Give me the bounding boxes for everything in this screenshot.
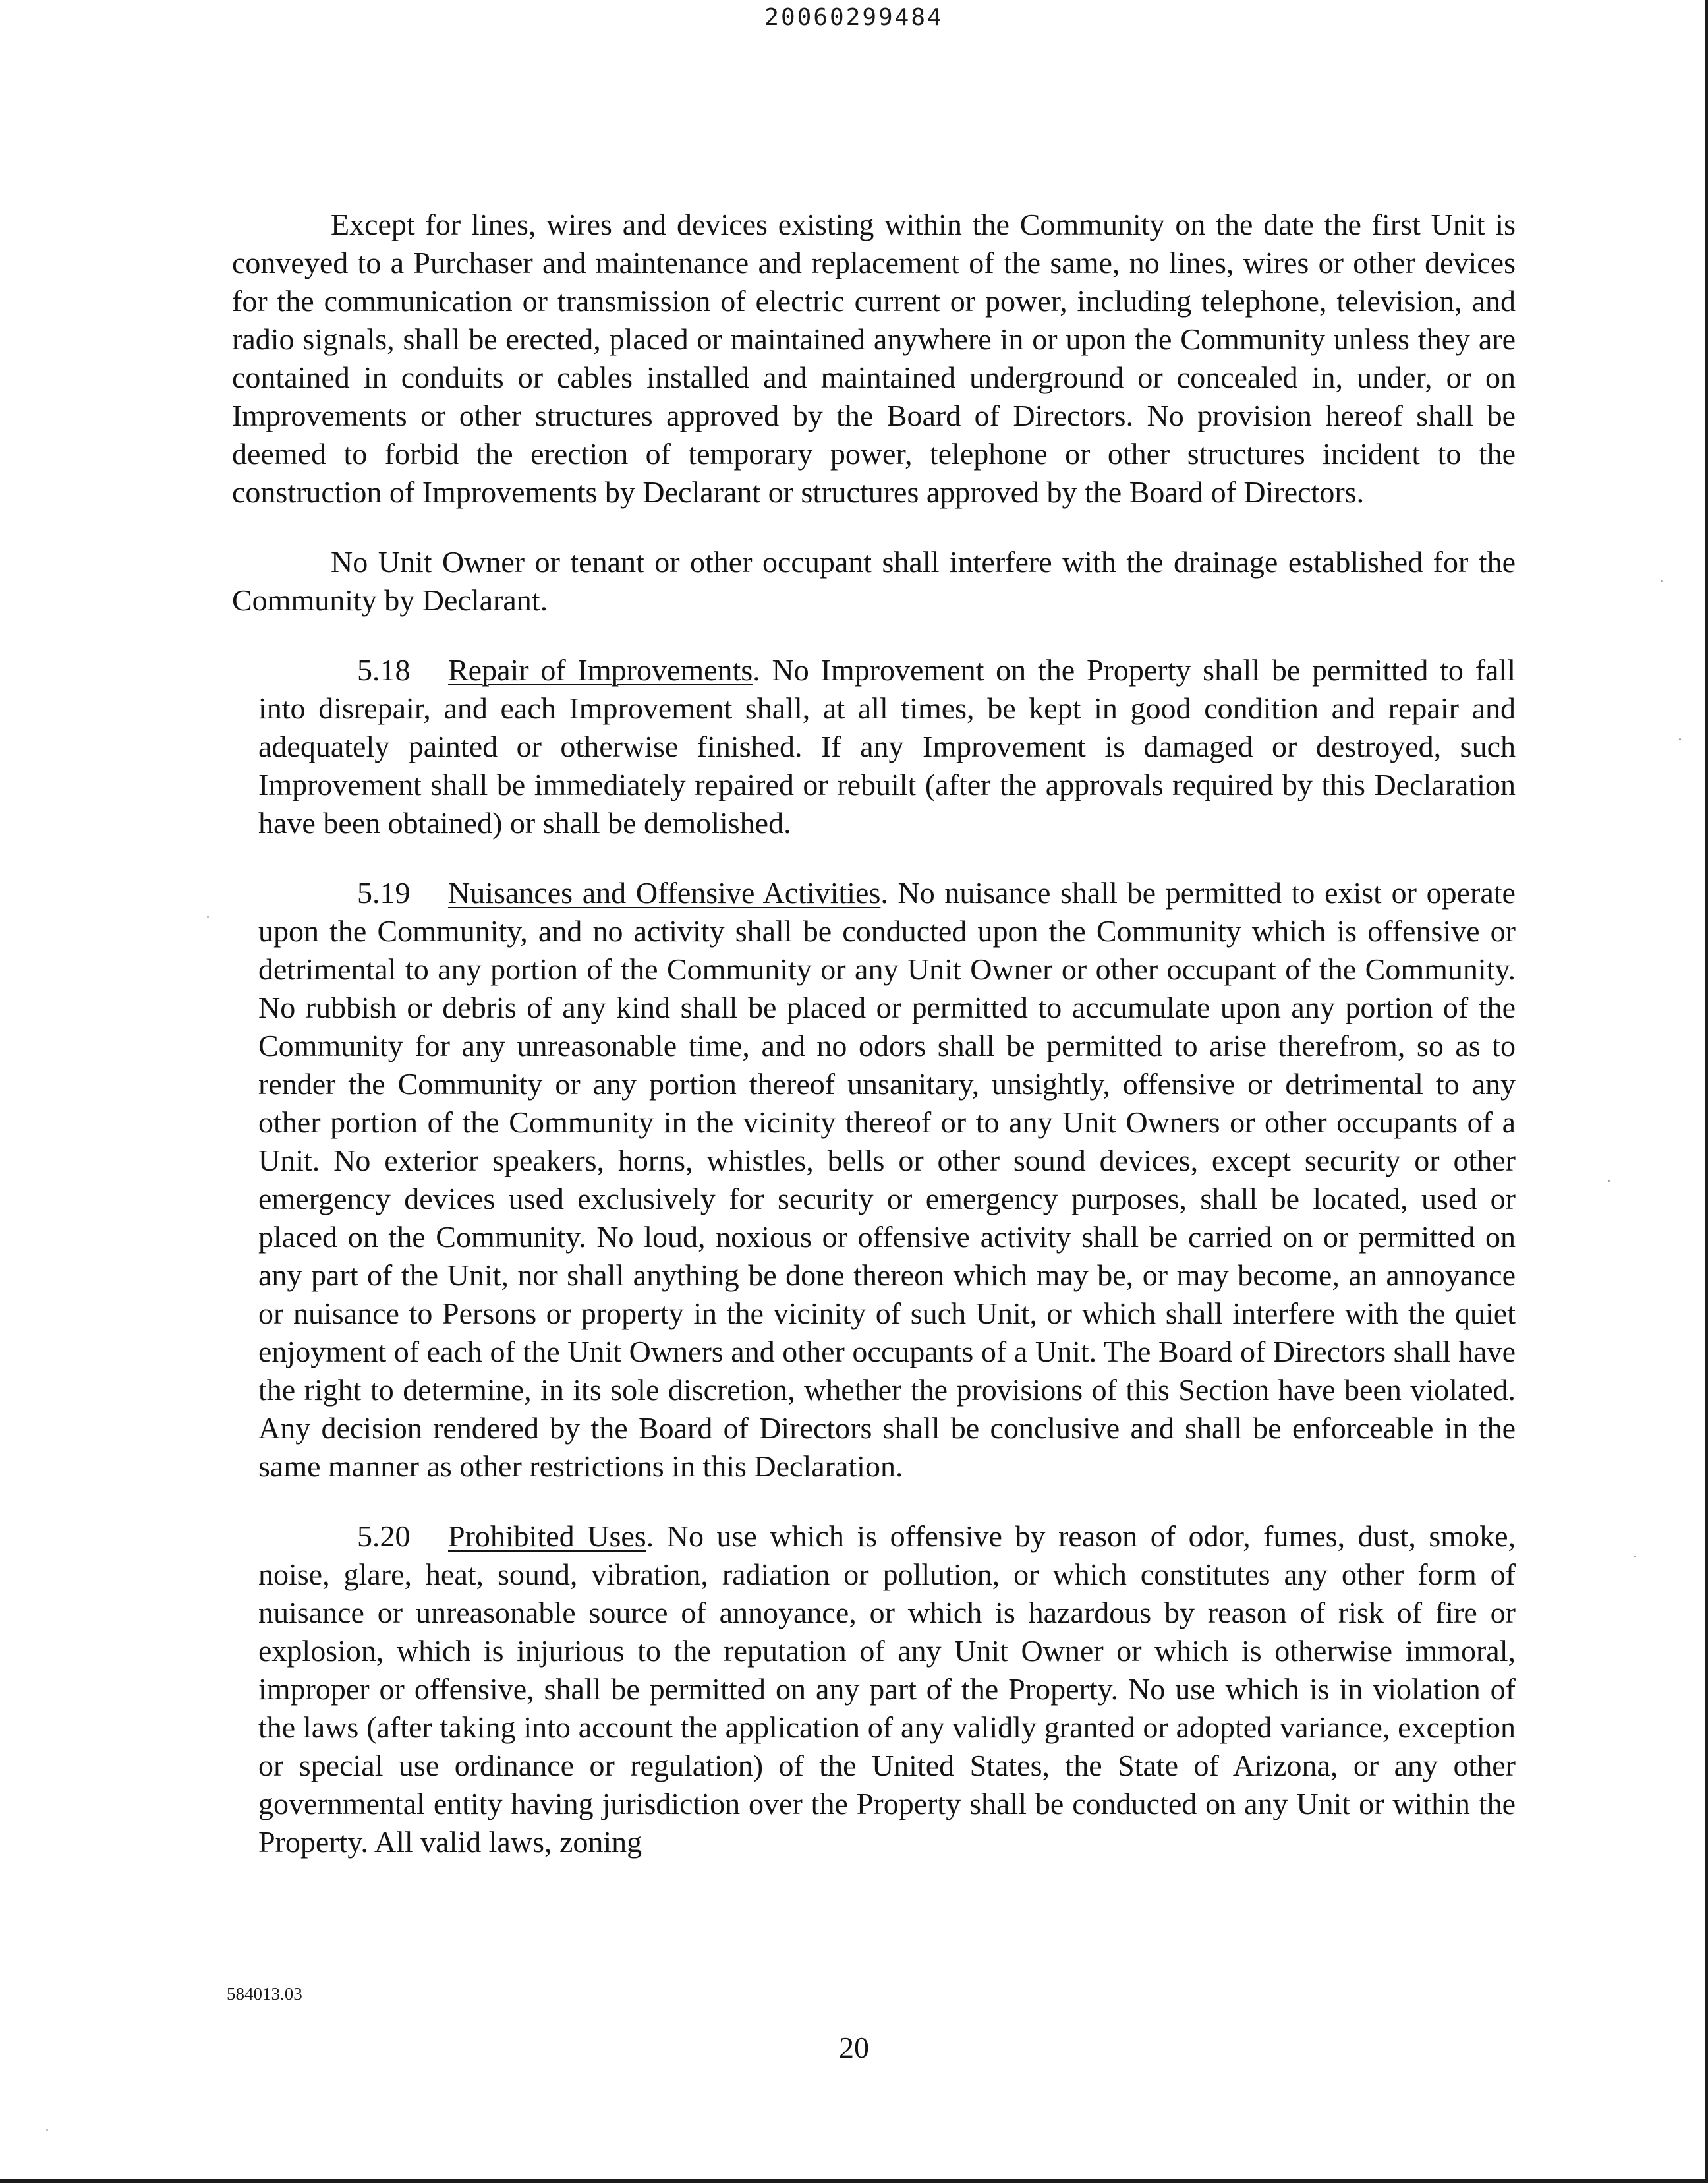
section-5-19 — [258, 874, 1516, 1486]
section-number: 5.19 — [357, 876, 411, 910]
paragraph-gap — [232, 842, 1516, 874]
paragraph-gap — [232, 620, 1516, 651]
scan-speck — [1608, 1180, 1610, 1182]
section-heading: Nuisances and Offensive Activities — [448, 876, 881, 910]
section-text: . No nuisance shall be permitted to exist or operate upon the Community, and no activity shall be conducted upon the Community which is offensive or detrimental to any portion of the Community or any Unit Owner or other occupant of the Community. No rubbish or debris of any kind shall be placed or permitted to accumulate upon any portion of the Community for any unreasonable time, and no odors shall be permitted to arise therefrom, so as to render the Community or any portion thereof unsanitary, unsightly, offensive or detrimental to any other portion of the Community in the vicinity thereof or to any Unit Owners or other occupants of a Unit. No exterior speakers, horns, whistles, bells or other sound devices, except security or other emergency devices used exclusively for security or emergency purposes, shall be located, used or placed on the Community. No loud, noxious or offensive activity shall be carried on or permitted on any part of the Unit, nor shall anything be done thereon which may be, or may become, an annoyance or nuisance to Persons or property in the vicinity of such Unit, or which shall interfere with the quiet enjoyment of each of the Unit Owners and other occupants of a Unit. The Board of Directors shall have the right to determine, in its sole discretion, whether the provisions of this Section have been violated. Any decision rendered by the Board of Directors shall be conclusive and shall be enforceable in the same manner as other restrictions in this Declaration. — [258, 876, 1516, 1483]
document-reference: 584013.03 — [227, 1984, 302, 2004]
section-heading: Repair of Improvements — [448, 653, 753, 687]
paragraph-utility-lines: Except for lines, wires and devices existing within the Community on the date the first Unit is conveyed to a Purchaser and maintenance and replacement of the same, no lines, wires or other devices for the communication or transmission of electric current or power, including telephone, television, and radio signals, shall be erected, placed or maintained anywhere in or upon the Community unless they are contained in conduits or cables installed and maintained underground or concealed in, under, or on Improvements or other structures approved by the Board of Directors. No provision hereof shall be deemed to forbid the erection of temporary power, telephone or other structures incident to the construction of Improvements by Declarant or structures approved by the Board of Directors. — [232, 208, 1516, 509]
document-number: 20060299484 — [764, 4, 944, 31]
scan-speck — [1679, 738, 1681, 740]
page-number: 20 — [839, 2031, 869, 2064]
paragraph-drainage: No Unit Owner or tenant or other occupant shall interfere with the drainage established for the Community by Declarant. — [232, 545, 1516, 617]
section-number: 5.20 — [357, 1519, 411, 1553]
section-number: 5.18 — [357, 653, 411, 687]
scan-speck — [1661, 580, 1663, 582]
section-heading: Prohibited Uses — [448, 1519, 646, 1553]
document-body — [232, 206, 1516, 1861]
section-text: . No Improvement on the Property shall be permitted to fall into disrepair, and each Improvement shall, at all times, be kept in good condition and repair and adequately painted or otherwise finished. If any Improvement is damaged or destroyed, such Improvement shall be immediately repaired or rebuilt (after the approvals required by this Declaration have been obtained) or shall be demolished. — [258, 653, 1516, 840]
section-5-18 — [258, 651, 1516, 842]
scan-speck — [207, 916, 209, 918]
paragraph-gap — [232, 1486, 1516, 1517]
scan-speck — [46, 2129, 48, 2131]
scan-speck — [1634, 1556, 1636, 1557]
paragraph-gap — [232, 511, 1516, 543]
section-5-20 — [258, 1517, 1516, 1861]
section-text: . No use which is offensive by reason of odor, fumes, dust, smoke, noise, glare, heat, sound, vibration, radiation or pollution, or which constitutes any other form of nuisance or unreasonable source of annoyance, or which is hazardous by reason of risk of fire or explosion, which is injurious to the reputation of any Unit Owner or which is otherwise immoral, improper or offensive, shall be permitted on any part of the Property. No use which is in violation of the laws (after taking into account the application of any validly granted or adopted variance, exception or special use ordinance or regulation) of the United States, the State of Arizona, or any other governmental entity having jurisdiction over the Property shall be conducted on any Unit or within the Property. All valid laws, zoning — [258, 1519, 1516, 1859]
